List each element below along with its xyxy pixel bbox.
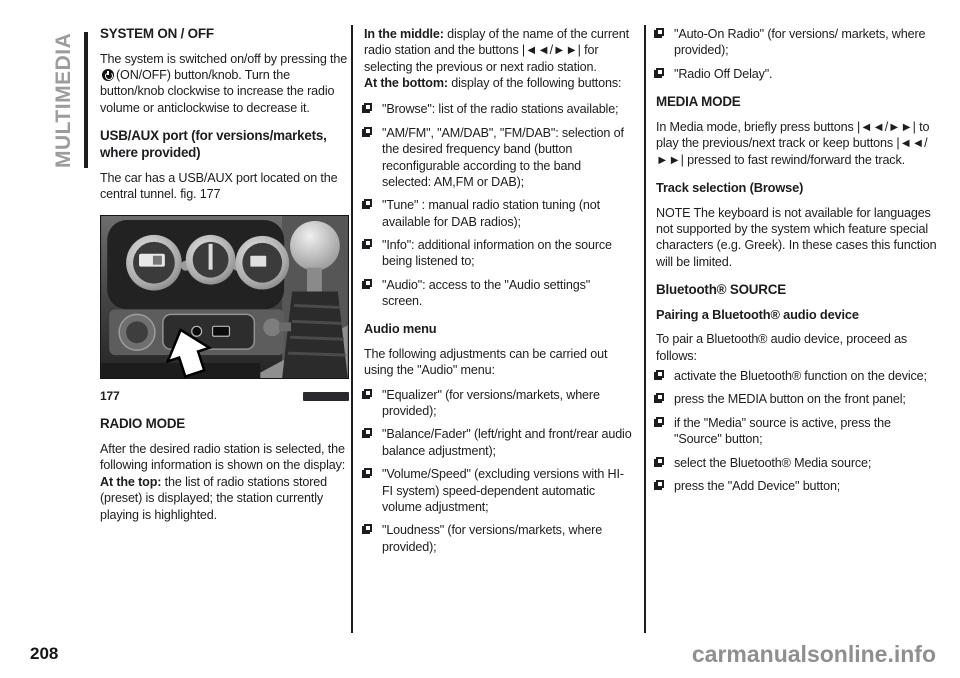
bullet-square-icon (364, 239, 372, 247)
figure-dashboard-photo (100, 215, 349, 379)
column-2 (364, 26, 632, 562)
list-item: activate the Bluetooth® function on the device; (656, 368, 937, 384)
list-item: "Balance/Fader" (left/right and front/rear audio balance adjustment); (364, 426, 632, 459)
bullet-square-icon (364, 468, 372, 476)
figure-code-illegible (303, 392, 349, 401)
list-item: "Radio Off Delay". (656, 66, 937, 82)
paragraph-note-keyboard: NOTE The keyboard is not available for languages not supported by the system which feature special characters (e.g. Greek). In these cases this function will be limited. (656, 205, 937, 269)
list-item: "Tune" : manual radio station tuning (not available for DAB radios); (364, 197, 632, 230)
list-item: "Equalizer" (for versions/markets, where provided); (364, 387, 632, 420)
column-divider-2 (644, 25, 646, 633)
section-label-multimedia: MULTIMEDIA (52, 32, 75, 168)
list-item: "Volume/Speed" (excluding versions with HI-FI system) speed-dependent automatic volume adjustment; (364, 466, 632, 515)
list-item: if the "Media" source is active, press the "Source" button; (656, 415, 937, 448)
headlight-knob (119, 315, 155, 351)
column-1 (100, 26, 349, 523)
heading-media-mode: MEDIA MODE (656, 94, 741, 110)
list-item: "Auto-On Radio" (for versions/ markets, where provided); (656, 26, 937, 59)
figure-caption-row (100, 389, 349, 405)
paragraph-radio-mode: After the desired radio station is selected, the following information is shown on the display: At the top: the list of radio stations stored (preset) is displayed; the station currently playing is highlighted. (100, 442, 346, 522)
heading-track-selection: Track selection (Browse) (656, 179, 804, 195)
pairing-steps-list (656, 368, 937, 494)
climate-knob-right (235, 236, 289, 290)
bullet-square-icon (656, 457, 664, 465)
heading-radio-mode: RADIO MODE (100, 416, 186, 432)
bullet-square-icon (656, 370, 664, 378)
list-item: "Info": additional information on the source being listened to; (364, 237, 632, 270)
section-tab-bar (84, 32, 88, 168)
power-icon (102, 69, 114, 81)
column-3 (656, 26, 937, 501)
heading-system-on-off: SYSTEM ON / OFF (100, 26, 214, 41)
climate-knob-left (126, 235, 182, 291)
paragraph-usb-aux: The car has a USB/AUX port located on the central tunnel. fig. 177 (100, 170, 338, 202)
paragraph-pairing-intro: To pair a Bluetooth® audio device, proceed as follows: (656, 332, 908, 363)
audio-menu-list-continued (656, 26, 937, 82)
paragraph-display-middle: In the middle: display of the name of the current radio station and the buttons |◄◄/►►| for selecting the previous or next radio station. At the bottom: display of the following buttons: (364, 27, 629, 91)
figure-number: 177 (100, 388, 120, 403)
climate-knob-center (186, 235, 236, 285)
heading-pairing-bluetooth: Pairing a Bluetooth® audio device (656, 306, 859, 322)
bullet-square-icon (364, 279, 372, 287)
list-item: "Loudness" (for versions/markets, where provided); (364, 522, 632, 555)
radio-buttons-list (364, 101, 632, 309)
bullet-square-icon (656, 28, 664, 36)
list-item: "Browse": list of the radio stations available; (364, 101, 632, 117)
list-item: press the "Add Device" button; (656, 478, 937, 494)
watermark-text: carmanualsonline.info (691, 641, 936, 667)
page-number: 208 (30, 644, 59, 663)
column-divider-1 (351, 25, 353, 633)
bullet-square-icon (364, 428, 372, 436)
heading-audio-menu: Audio menu (364, 321, 437, 337)
bullet-square-icon (364, 103, 372, 111)
bullet-square-icon (364, 199, 372, 207)
bullet-square-icon (656, 68, 664, 76)
bullet-square-icon (364, 127, 372, 135)
bullet-square-icon (656, 393, 664, 401)
bullet-square-icon (656, 417, 664, 425)
heading-bluetooth-source: Bluetooth® SOURCE (656, 281, 786, 297)
list-item: press the MEDIA button on the front panel; (656, 391, 937, 407)
audio-menu-list (364, 387, 632, 555)
paragraph-media-mode: In Media mode, briefly press buttons |◄◄/►►| to play the previous/next track or keep buttons |◄◄/►►| pressed to fast rewind/forward the track. (656, 119, 930, 167)
bullet-square-icon (656, 480, 664, 488)
list-item: select the Bluetooth® Media source; (656, 455, 937, 471)
heading-usb-aux-port: USB/AUX port (for versions/markets, where provided) (100, 128, 327, 160)
list-item: "AM/FM", "AM/DAB", "FM/DAB": selection of the desired frequency band (button reconfigurable according to the band selected: AM,FM or DAB); (364, 125, 632, 190)
paragraph-audio-menu-intro: The following adjustments can be carried out using the "Audio" menu: (364, 347, 608, 378)
list-item: "Audio": access to the "Audio settings" screen. (364, 277, 632, 310)
bullet-square-icon (364, 524, 372, 532)
paragraph-system-on-off: The system is switched on/off by pressing the(ON/OFF) button/knob. Turn the button/knob clockwise to increase the radio volume or anticlockwise to decrease it. (100, 51, 348, 115)
bullet-square-icon (364, 389, 372, 397)
